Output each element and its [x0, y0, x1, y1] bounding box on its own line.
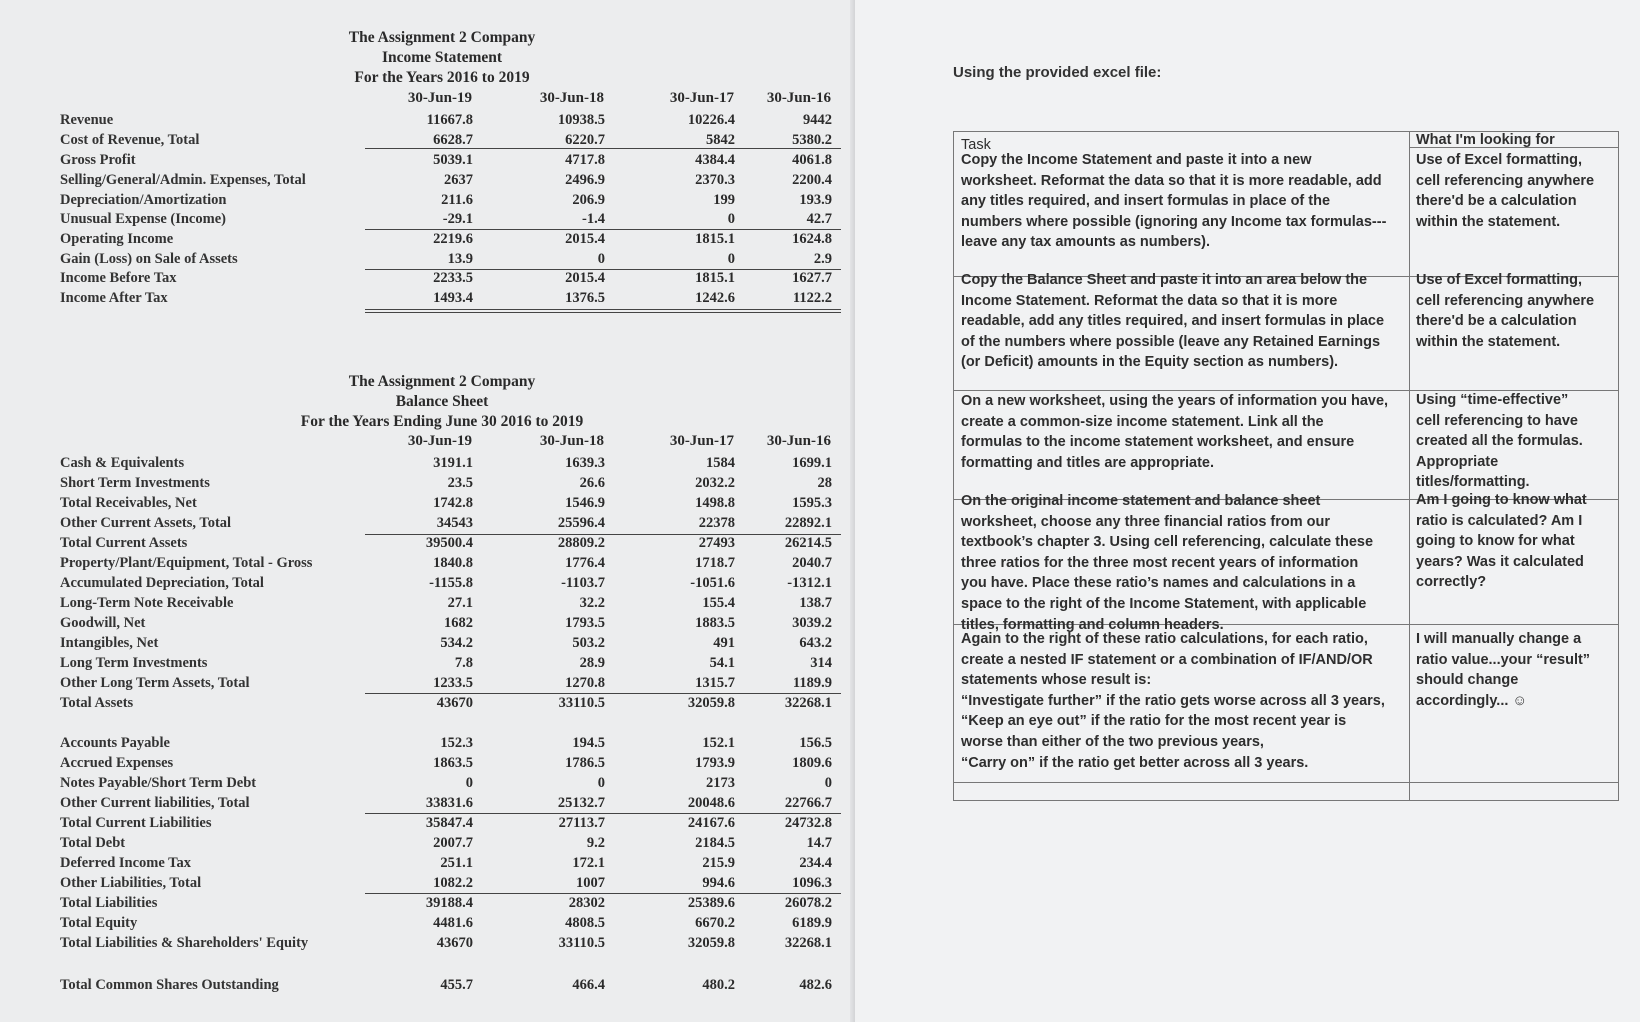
row-value: 7.8	[454, 655, 473, 671]
row-value: 26078.2	[784, 895, 832, 911]
row-value: 24732.8	[784, 815, 832, 831]
task-line: titles, formatting and column headers.	[961, 616, 1224, 633]
row-value: 32268.1	[784, 935, 832, 951]
row-value: 1376.5	[565, 290, 605, 306]
row-value: 9442	[803, 112, 832, 128]
task-line: worksheet, choose any three financial ratios from our	[961, 513, 1331, 530]
row-value: 43670	[436, 935, 473, 951]
row-value: 6189.9	[792, 915, 832, 931]
income-period: For the Years 2016 to 2019	[354, 69, 530, 86]
task-line: you have. Place these ratio’s names and calculations in a	[961, 575, 1356, 592]
row-value: 2233.5	[433, 270, 473, 286]
row-value: 1270.8	[565, 675, 605, 691]
row-value: 10226.4	[687, 112, 735, 128]
row-value: 1546.9	[565, 495, 605, 511]
row-value: 4481.6	[433, 915, 473, 931]
criteria-cell-5	[1416, 629, 1614, 711]
income-company-title: The Assignment 2 Company	[348, 29, 536, 46]
criteria-line: ratio value...your “result”	[1416, 651, 1591, 668]
row-value: 199	[713, 192, 735, 208]
row-value: 27113.7	[558, 815, 605, 831]
criteria-line: created all the formulas.	[1416, 433, 1583, 450]
balance-sheet-title: Balance Sheet	[395, 393, 489, 410]
criteria-line: accordingly... ☺	[1416, 692, 1528, 709]
row-value: 3039.2	[792, 615, 832, 631]
row-value: 2637	[444, 172, 473, 188]
row-label: Total Liabilities & Shareholders' Equity	[60, 935, 309, 951]
task-cell-5	[961, 629, 1401, 773]
balance-column-header: 30-Jun-17	[669, 433, 734, 449]
row-label: Total Receivables, Net	[60, 495, 197, 511]
underline	[365, 534, 841, 535]
row-value: 6220.7	[565, 132, 605, 148]
row-label: Long Term Investments	[60, 655, 208, 671]
row-value: 4717.8	[565, 152, 605, 168]
shares-value: 480.2	[702, 977, 735, 993]
row-value: 0	[727, 211, 735, 227]
row-value: 25132.7	[557, 795, 605, 811]
row-label: Gain (Loss) on Sale of Assets	[60, 251, 238, 267]
row-value: 25596.4	[557, 515, 605, 531]
row-value: 503.2	[572, 635, 605, 651]
row-value: 234.4	[799, 855, 832, 871]
income-column-header: 30-Jun-19	[407, 90, 472, 106]
row-value: 33831.6	[425, 795, 473, 811]
row-value: 26214.5	[784, 535, 832, 551]
income-column-header: 30-Jun-18	[539, 90, 604, 106]
row-value: 23.5	[447, 475, 473, 491]
row-value: 152.1	[702, 735, 735, 751]
row-label: Accrued Expenses	[60, 755, 174, 771]
row-value: 0	[597, 251, 605, 267]
row-value: 172.1	[572, 855, 605, 871]
row-value: 6670.2	[695, 915, 735, 931]
row-value: 2219.6	[433, 231, 473, 247]
row-value: 4808.5	[565, 915, 605, 931]
row-label: Income After Tax	[60, 290, 168, 306]
balance-column-header: 30-Jun-16	[766, 433, 831, 449]
criteria-line: titles/formatting.	[1416, 474, 1530, 491]
task-line: Income Statement. Reformat the data so that it is more	[961, 292, 1338, 309]
criteria-line: there'd be a calculation	[1416, 193, 1577, 210]
row-value: 1815.1	[695, 231, 735, 247]
row-label: Cash & Equivalents	[60, 455, 185, 471]
row-value: 2040.7	[792, 555, 832, 571]
row-value: 1242.6	[695, 290, 735, 306]
row-label: Depreciation/Amortization	[60, 192, 227, 208]
row-value: 314	[810, 655, 832, 671]
row-value: 1493.4	[433, 290, 473, 306]
criteria-line: Using “time-effective”	[1416, 392, 1569, 408]
task-cell-3	[961, 391, 1401, 473]
row-value: 1883.5	[695, 615, 735, 631]
row-value: 1082.2	[433, 875, 473, 891]
row-value: 2.9	[813, 251, 832, 267]
row-value: 22378	[698, 515, 735, 531]
row-value: 54.1	[709, 655, 735, 671]
row-value: 1718.7	[695, 555, 735, 571]
row-label: Selling/General/Admin. Expenses, Total	[60, 172, 306, 188]
task-line: Again to the right of these ratio calculations, for each ratio,	[961, 631, 1368, 647]
task-cell-2	[961, 270, 1401, 373]
row-value: 2200.4	[792, 172, 832, 188]
row-value: 2173	[706, 775, 735, 791]
income-column-header: 30-Jun-16	[766, 90, 831, 106]
task-cell-4	[961, 491, 1401, 635]
row-value: 28	[817, 475, 832, 491]
row-value: -29.1	[442, 211, 473, 227]
row-value: 34543	[436, 515, 473, 531]
task-line: (or Deficit) amounts in the Equity section as numbers).	[961, 354, 1339, 371]
row-value: 1584	[706, 455, 735, 471]
row-value: -1312.1	[787, 575, 832, 591]
row-label: Total Current Assets	[60, 535, 188, 551]
assignment-instructions-page	[855, 0, 1640, 1022]
row-value: 643.2	[799, 635, 832, 651]
criteria-line: ratio is calculated? Am I	[1416, 512, 1583, 529]
task-line: On the original income statement and balance sheet	[961, 493, 1321, 509]
task-line: “Carry on” if the ratio get better across all 3 years.	[961, 754, 1309, 771]
row-value: 491	[713, 635, 735, 651]
row-value: 1776.4	[565, 555, 605, 571]
criteria-cell-3	[1416, 390, 1614, 493]
underline	[365, 148, 841, 149]
row-value: 1809.6	[792, 755, 832, 771]
row-value: 32268.1	[784, 695, 832, 711]
row-value: 5842	[706, 132, 735, 148]
balance-column-header: 30-Jun-19	[407, 433, 472, 449]
column-divider	[1409, 132, 1410, 800]
row-value: 1096.3	[792, 875, 832, 891]
row-label: Total Debt	[60, 835, 126, 851]
balance-company-title: The Assignment 2 Company	[348, 373, 536, 390]
row-label: Cost of Revenue, Total	[60, 132, 200, 148]
row-value: -1051.6	[690, 575, 735, 591]
row-value: 211.6	[441, 192, 473, 208]
row-label: Other Current Assets, Total	[60, 515, 232, 531]
task-line: Copy the Income Statement and paste it into a new	[961, 152, 1312, 168]
task-line: create a common-size income statement. Link all the	[961, 413, 1324, 430]
row-value: 35847.4	[425, 815, 473, 831]
row-value: 155.4	[702, 595, 735, 611]
row-label: Operating Income	[60, 231, 174, 247]
task-line: worksheet. Reformat the data so that it is more readable, add	[961, 172, 1382, 189]
task-line: any titles required, and insert formulas in place of the	[961, 193, 1331, 210]
row-value: 10938.5	[557, 112, 605, 128]
header-divider	[1409, 147, 1618, 148]
row-value: 4061.8	[792, 152, 832, 168]
row-value: 0	[727, 251, 735, 267]
row-value: 994.6	[702, 875, 735, 891]
underline	[365, 813, 841, 814]
shares-label: Total Common Shares Outstanding	[60, 977, 279, 993]
row-value: 22766.7	[784, 795, 832, 811]
task-line: textbook’s chapter 3. Using cell referencing, calculate these	[961, 534, 1374, 551]
row-value: 1595.3	[792, 495, 832, 511]
row-value: 1624.8	[792, 231, 832, 247]
row-value: 0	[597, 775, 605, 791]
row-value: 9.2	[586, 835, 605, 851]
task-header: Task	[961, 137, 991, 153]
row-value: -1103.7	[561, 575, 605, 591]
criteria-cell-2	[1416, 270, 1614, 352]
row-value: 1840.8	[433, 555, 473, 571]
task-line: readable, add any titles required, and insert formulas in place	[961, 313, 1385, 330]
row-label: Total Current Liabilities	[60, 815, 212, 831]
criteria-line: there'd be a calculation	[1416, 313, 1577, 330]
row-label: Short Term Investments	[60, 475, 210, 491]
row-label: Unusual Expense (Income)	[60, 211, 226, 227]
row-value: -1155.8	[429, 575, 473, 591]
row-value: 14.7	[806, 835, 832, 851]
row-value: 2032.2	[695, 475, 735, 491]
row-value: 6628.7	[433, 132, 473, 148]
row-value: 4384.4	[695, 152, 735, 168]
criteria-line: Use of Excel formatting,	[1416, 152, 1582, 168]
row-value: 206.9	[572, 192, 605, 208]
row-value: 28809.2	[557, 535, 605, 551]
shares-value: 466.4	[572, 977, 605, 993]
task-line: On a new worksheet, using the years of information you have,	[961, 393, 1389, 409]
row-value: 138.7	[799, 595, 832, 611]
row-value: 33110.5	[558, 695, 605, 711]
criteria-line: within the statement.	[1416, 213, 1561, 230]
row-value: 251.1	[440, 855, 473, 871]
row-label: Total Liabilities	[60, 895, 158, 911]
criteria-line: Use of Excel formatting,	[1416, 272, 1582, 288]
row-label: Accumulated Depreciation, Total	[60, 575, 264, 591]
row-value: 32.2	[579, 595, 605, 611]
row-value: 11667.8	[426, 112, 473, 128]
income-column-header: 30-Jun-17	[669, 90, 734, 106]
criteria-line: correctly?	[1416, 574, 1487, 591]
row-value: 33110.5	[558, 935, 605, 951]
criteria-line: within the statement.	[1416, 333, 1561, 350]
row-value: 3191.1	[433, 455, 473, 471]
row-label: Deferred Income Tax	[60, 855, 192, 871]
row-value: 156.5	[799, 735, 832, 751]
row-value: 2184.5	[695, 835, 735, 851]
row-label: Goodwill, Net	[60, 615, 146, 631]
criteria-line: I will manually change a	[1416, 631, 1582, 647]
balance-column-header: 30-Jun-18	[539, 433, 604, 449]
row-label: Long-Term Note Receivable	[60, 595, 234, 611]
criteria-line: going to know for what	[1416, 533, 1575, 550]
criteria-header: What I'm looking for	[1416, 132, 1555, 148]
row-value: 39188.4	[425, 895, 473, 911]
task-line: “Investigate further” if the ratio gets worse across all 3 years,	[961, 692, 1385, 709]
task-line: statements whose result is:	[961, 672, 1152, 689]
row-value: 215.9	[702, 855, 735, 871]
row-value: 2370.3	[695, 172, 735, 188]
task-line: of the numbers where possible (leave any Retained Earnings	[961, 333, 1381, 350]
row-value: 193.9	[799, 192, 832, 208]
row-value: 194.5	[572, 735, 605, 751]
row-value: -1.4	[582, 211, 605, 227]
underline	[365, 693, 841, 694]
task-line: worse than either of the two previous years,	[961, 733, 1264, 750]
row-value: 1699.1	[792, 455, 832, 471]
instructions-intro: Using the provided excel file:	[953, 64, 1162, 81]
row-label: Income Before Tax	[60, 270, 177, 286]
row-value: 43670	[436, 695, 473, 711]
double-underline	[365, 312, 841, 313]
row-value: 0	[824, 775, 832, 791]
row-value: 1639.3	[565, 455, 605, 471]
row-value: 0	[465, 775, 473, 791]
balance-period: For the Years Ending June 30 2016 to 2019	[300, 413, 584, 430]
row-value: 28302	[568, 895, 605, 911]
row-label: Accounts Payable	[60, 735, 170, 751]
row-value: 2496.9	[565, 172, 605, 188]
task-line: formulas to the income statement worksheet, and ensure	[961, 434, 1355, 451]
underline	[365, 229, 841, 230]
task-line: create a nested IF statement or a combination of IF/AND/OR	[961, 651, 1373, 668]
row-value: 1498.8	[695, 495, 735, 511]
criteria-line: Appropriate	[1416, 453, 1499, 470]
row-value: 39500.4	[425, 535, 473, 551]
task-cell-1	[961, 150, 1401, 253]
task-table	[953, 131, 1619, 801]
row-value: 1863.5	[433, 755, 473, 771]
underline	[365, 309, 841, 310]
row-value: 22892.1	[784, 515, 832, 531]
row-label: Property/Plant/Equipment, Total - Gross	[60, 555, 313, 571]
row-value: 2007.7	[433, 835, 473, 851]
task-line: numbers where possible (ignoring any Income tax formulas---	[961, 213, 1387, 230]
row-value: 32059.8	[687, 935, 735, 951]
row-value: 1007	[576, 875, 605, 891]
row-divider	[954, 782, 1618, 783]
row-value: 1793.5	[565, 615, 605, 631]
row-label: Other Liabilities, Total	[60, 875, 202, 891]
criteria-cell-4	[1416, 490, 1614, 593]
row-value: 1627.7	[792, 270, 832, 286]
row-value: 20048.6	[687, 795, 735, 811]
row-label: Notes Payable/Short Term Debt	[60, 775, 257, 791]
task-line: leave any tax amounts as numbers).	[961, 234, 1211, 251]
row-label: Total Equity	[60, 915, 138, 931]
task-line: space to the right of the Income Statement, with applicable	[961, 595, 1367, 612]
row-label: Gross Profit	[60, 152, 136, 168]
underline	[365, 893, 841, 894]
row-value: 5380.2	[792, 132, 832, 148]
criteria-cell-1	[1416, 150, 1614, 232]
row-value: 1786.5	[565, 755, 605, 771]
task-line: Copy the Balance Sheet and paste it into an area below the	[961, 272, 1368, 288]
row-value: 1315.7	[695, 675, 735, 691]
row-value: 1122.2	[792, 290, 832, 306]
row-label: Intangibles, Net	[60, 635, 159, 651]
underline	[365, 269, 841, 270]
row-value: 1742.8	[433, 495, 473, 511]
row-value: 24167.6	[687, 815, 735, 831]
criteria-line: Am I going to know what	[1416, 492, 1587, 508]
task-line: formatting and titles are appropriate.	[961, 454, 1214, 471]
task-line: “Keep an eye out” if the ratio for the most recent year is	[961, 713, 1347, 730]
row-value: 13.9	[447, 251, 473, 267]
row-label: Revenue	[60, 112, 114, 128]
row-value: 1189.9	[792, 675, 832, 691]
row-value: 1815.1	[695, 270, 735, 286]
row-value: 2015.4	[565, 270, 605, 286]
shares-value: 482.6	[799, 977, 832, 993]
criteria-line: cell referencing anywhere	[1416, 172, 1595, 189]
row-value: 25389.6	[687, 895, 735, 911]
row-label: Total Assets	[60, 695, 134, 711]
criteria-line: years? Was it calculated	[1416, 553, 1584, 570]
income-statement-title: Income Statement	[381, 49, 503, 66]
row-value: 42.7	[806, 211, 832, 227]
shares-value: 455.7	[440, 977, 473, 993]
row-value: 32059.8	[687, 695, 735, 711]
criteria-line: cell referencing anywhere	[1416, 292, 1595, 309]
task-line: three ratios for the three most recent years of information	[961, 554, 1359, 571]
criteria-line: should change	[1416, 672, 1519, 689]
row-value: 534.2	[440, 635, 473, 651]
row-label: Other Long Term Assets, Total	[60, 675, 250, 691]
row-value: 27.1	[447, 595, 473, 611]
row-value: 26.6	[579, 475, 605, 491]
row-value: 1793.9	[695, 755, 735, 771]
row-label: Other Current liabilities, Total	[60, 795, 250, 811]
row-value: 5039.1	[433, 152, 473, 168]
row-value: 27493	[698, 535, 735, 551]
row-value: 152.3	[440, 735, 473, 751]
row-value: 1682	[444, 615, 473, 631]
row-value: 2015.4	[565, 231, 605, 247]
criteria-line: cell referencing to have	[1416, 412, 1578, 429]
row-value: 28.9	[579, 655, 605, 671]
row-value: 1233.5	[433, 675, 473, 691]
